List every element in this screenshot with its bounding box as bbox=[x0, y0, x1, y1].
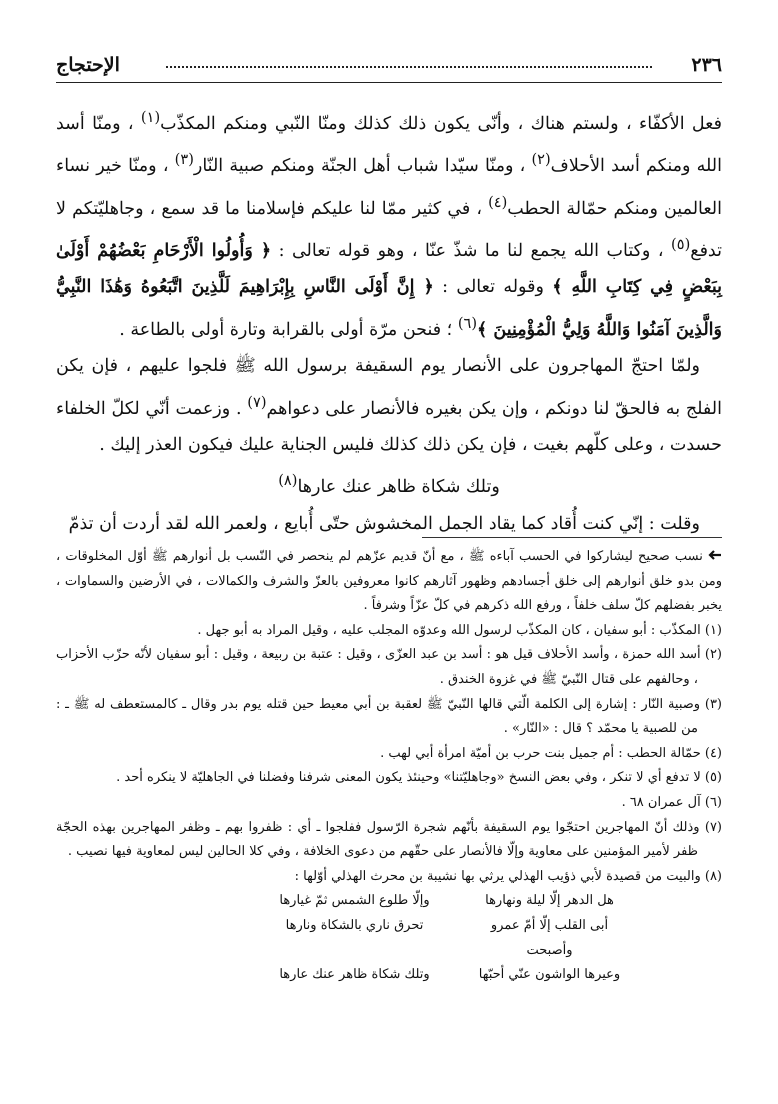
quran-quote: ﴿ وَأُولُوا الْأَرْحَامِ بَعْضُهُمْ أَوْلَىٰ بِبَعْضٍ فِي كِتَابِ اللَّهِ ﴾ bbox=[56, 240, 722, 298]
continuation-arrow-icon bbox=[708, 550, 722, 560]
poem-hemistich: تحرق ناري بالشكاة ونارها bbox=[285, 917, 424, 933]
poem-hemistich: وعيرها الواشون عنّي أحبّها bbox=[478, 967, 621, 983]
footnote-ref[interactable]: (١) bbox=[140, 109, 161, 126]
poem-hemistich: وتلك شكاة ظاهر عنك عارها bbox=[279, 967, 430, 983]
page bbox=[56, 40, 722, 1080]
footnote-ref[interactable]: (٥) bbox=[671, 235, 691, 253]
footnote-1: (١) المكذّب : أبو سفيان ، كان المكذّب لرسول الله وعدوّه المجلب عليه ، وقيل المراد به أبو جهل . bbox=[197, 622, 722, 638]
page-number: ٢٣٦ bbox=[691, 54, 722, 76]
footnote-ref[interactable]: (٦) bbox=[457, 314, 478, 332]
running-title: الإحتجاج bbox=[56, 54, 120, 76]
verse-line: وتلك شكاة ظاهر عنك عارها$^{(٨)}$ bbox=[278, 472, 500, 498]
footnote-continued: نسب صحيح ليشاركوا في الحسب آباءه ﷺ ، مع أنّ قديم عزّهم لم ينحصر في النّسب بل أنوارهم ﷺ أوّل المخلوقات ، ومن بدو خلق أنوارهم إلى خلق أجسادهم وظهور آثارهم كانوا معروفين بالعزّ والشرف والكمالات ، في الأرضين والسماوات ، يخبر بفضلهم كلّ سلف خلفاً ، ورفع الله ذكرهم في كلّ عزّاً وشرفاً . bbox=[56, 549, 722, 614]
poem-hemistich: وإلّا طلوع الشمس ثمّ غيارها bbox=[279, 893, 430, 909]
header-rule bbox=[56, 82, 722, 83]
footnote-ref[interactable]: (٧) bbox=[247, 393, 267, 411]
footnote-8: (٨) والبيت من قصيدة لأبي ذؤيب الهذلي يرثي بها نشيبة بن محرث الهذلي أوّلها : bbox=[294, 868, 722, 884]
paragraph-3: وقلت : إنّي كنت أُقاد كما يقاد الجمل المخشوش حتّى أُبايع ، ولعمر الله لقد أردت أن تذمّ bbox=[68, 513, 700, 534]
footnote-4: (٤) حمّالة الحطب : أم جميل بنت حرب بن أميّة امرأة أبي لهب . bbox=[380, 745, 722, 761]
paragraph-1: فعل الأكفّاء ، ولستم هناك ، وأنّى يكون ذلك كذلك ومنّا النّبي ومنكم المكذّب$^{(١)}$ ، ومنّا أسد الله ومنكم أسد الأحلاف$^{(٢)}$ ، ومنّا سيّدا شباب أهل الجنّة ومنكم صبية النّار$^{(٣)}$ ، ومنّا خير نساء العالمين ومنكم حمّالة الحطب$^{(٤)}$ ، في كثير ممّا لنا عليكم فإسلامنا ما قد سمع ، وجاهليّتكم لا تدفع$^{(٥)}$ ، وكتاب الله يجمع لنا ما شذّ عنّا ، وهو قوله تعالى : ﴿ وَأُولُوا الْأَرْحَامِ بَعْضُهُمْ أَوْلَىٰ بِبَعْضٍ فِي كِتَابِ اللَّهِ ﴾ وقوله تعالى : ﴿ إِنَّ أَوْلَى النَّاسِ بِإِبْرَاهِيمَ لَلَّذِينَ اتَّبَعُوهُ وَهَٰذَا النَّبِيُّ وَالَّذِينَ آمَنُوا وَاللَّهُ وَلِيُّ الْمُؤْمِنِينَ ﴾$^{(٦)}$ ؛ فنحن مرّة أولى بالقرابة وتارة أولى بالطاعة . bbox=[56, 109, 722, 340]
footnote-ref[interactable]: (٢) bbox=[531, 151, 551, 169]
footnote-ref[interactable]: (٣) bbox=[174, 151, 194, 169]
footnote-5: (٥) لا تدفع أي لا تنكر ، وفي بعض النسخ «وجاهليّتنا» وحينئذ يكون المعنى شرفنا وفضلنا في الجاهليّة لا ينكره أحد . bbox=[116, 770, 722, 786]
poem-hemistich: أبى القلب إلّا أمّ عمرو وأصبحت bbox=[490, 917, 609, 958]
footnote-2: (٢) أسد الله حمزة ، وأسد الأحلاف قيل هو : أسد بن عبد العزّى ، وقيل : عتبة بن ربيعة ، وقيل : أبو سفيان لأنّه حزّب الأحزاب ، وحالفهم على قتال النّبيّ ﷺ في غزوة الخندق . bbox=[56, 647, 722, 687]
quran-quote: ﴿ إِنَّ أَوْلَى النَّاسِ بِإِبْرَاهِيمَ لَلَّذِينَ اتَّبَعُوهُ وَهَٰذَا النَّبِيُّ وَالَّذِينَ آمَنُوا وَاللَّهُ وَلِيُّ الْمُؤْمِنِينَ ﴾ bbox=[56, 277, 722, 340]
footnotes bbox=[56, 545, 722, 988]
footnote-3: (٣) وصبية النّار : إشارة إلى الكلمة الّتي قالها النّبيّ ﷺ لعقبة بن أبي معيط حين قتله يوم بدر وقال ـ كالمستعطف له ﷺ ـ : من للصبية يا محمّد ؟ قال : «النّار» . bbox=[56, 696, 722, 737]
footnote-ref[interactable]: (٨) bbox=[278, 472, 298, 490]
footnote-6: (٦) آل عمران ٦٨ . bbox=[621, 794, 722, 810]
footnote-7: (٧) وذلك أنّ المهاجرين احتجّوا يوم السقيفة بأنّهم شجرة الرّسول ففلجوا ـ أي : ظفروا بهم ـ وظفر المهاجرين بهذه الحجّة ظفر لأمير المؤمنين على معاوية وإلّا فالأنصار على حقّهم من دعوى الخلافة ، وفي كلا الحالين ليس لمعاوية فيها نصيب . bbox=[56, 819, 722, 860]
main-text bbox=[56, 100, 722, 542]
header-leader-dots bbox=[166, 66, 652, 68]
footnote-ref[interactable]: (٤) bbox=[488, 193, 508, 211]
poem-hemistich: هل الدهر إلّا ليلة ونهارها bbox=[485, 893, 614, 909]
running-header bbox=[56, 54, 722, 84]
footnote-separator bbox=[422, 537, 722, 538]
poem bbox=[272, 889, 632, 987]
paragraph-2: ولمّا احتجّ المهاجرون على الأنصار يوم السقيفة برسول الله ﷺ فلجوا عليهم ، فإن يكن الفلج به فالحقّ لنا دونكم ، وإن يكن بغيره فالأنصار على دعواهم$^{(٧)}$ . وزعمت أنّي لكلّ الخلفاء حسدت ، وعلى كلّهم بغيت ، فإن يكن ذلك كذلك فليس الجناية عليك فيكون العذر إليك . bbox=[56, 356, 722, 455]
